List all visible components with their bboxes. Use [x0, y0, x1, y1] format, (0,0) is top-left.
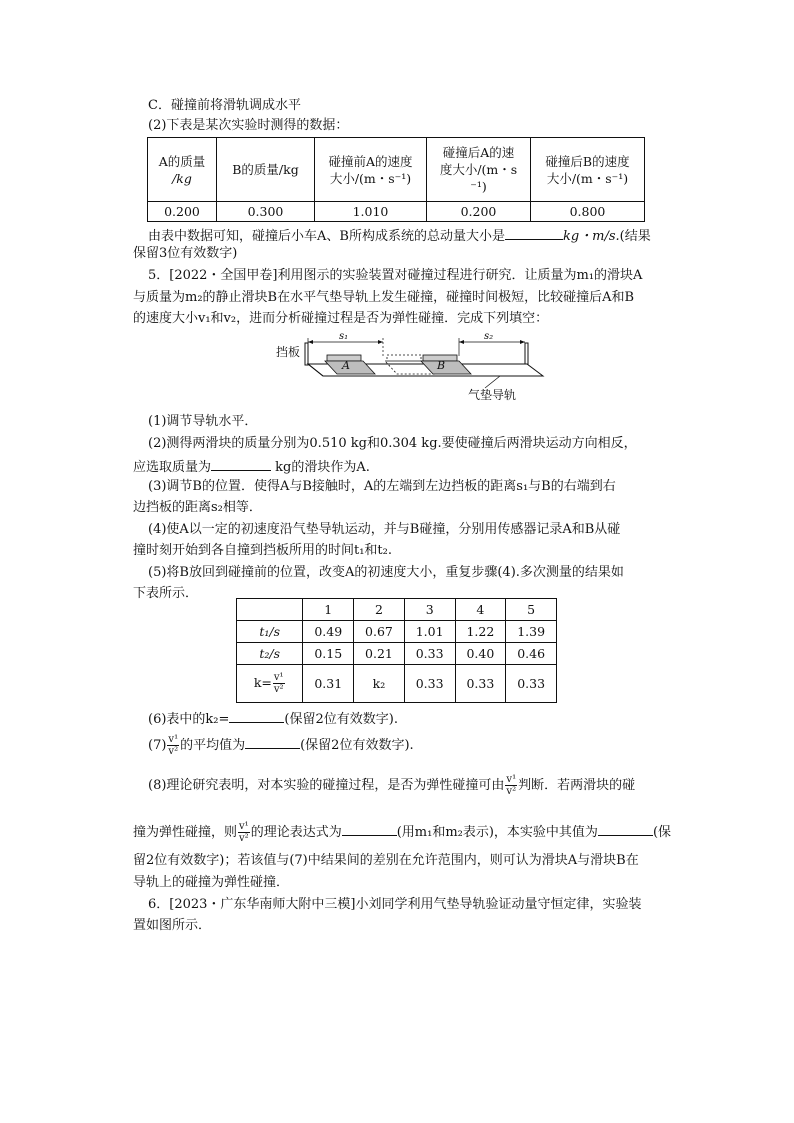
q4-conclusion-cont: 保留3位有效数字) [133, 246, 238, 261]
cell: 0.21 [354, 643, 405, 665]
table-row [237, 643, 557, 665]
th-3: 3 [404, 599, 455, 621]
label-s1: s₁ [339, 331, 349, 342]
th-vb-after: 碰撞后B的速度 大小/(m・s⁻¹) [531, 138, 645, 202]
answer-blank[interactable] [342, 821, 397, 836]
q5-step3b: 边挡板的距离s₂相等． [133, 500, 262, 515]
q5-line1: 5．[2022・全国甲卷]利用图示的实验装置对碰撞过程进行研究．让质量为m₁的滑块A [148, 268, 643, 283]
cell: 0.49 [303, 621, 354, 643]
cell-va-before: 1.010 [315, 202, 427, 222]
th-mass-a: A的质量 /kg [148, 138, 217, 202]
q4-part2-intro: (2)下表是某次实验时测得的数据： [148, 118, 349, 133]
th-4: 4 [455, 599, 506, 621]
q5-step5a: (5)将B放回到碰撞前的位置，改变A的初速度大小，重复步骤(4).多次测量的结果如 [148, 565, 624, 580]
cell: 0.33 [404, 643, 455, 665]
label-baffle: 挡板 [276, 345, 301, 359]
th-va-after: 碰撞后A的速 度大小/(m・s ⁻¹) [427, 138, 531, 202]
q5-line2: 与质量为m₂的静止滑块B在水平气垫导轨上发生碰撞，碰撞时间极短，比较碰撞后A和B [133, 290, 635, 305]
q5-line3: 的速度大小v₁和v₂，进而分析碰撞过程是否为弹性碰撞．完成下列填空： [133, 311, 549, 326]
th-2: 2 [354, 599, 405, 621]
q4-conclusion: 由表中数据可知，碰撞后小车A、B所构成系统的总动量大小是 kg・m/s.(结果 [148, 225, 651, 246]
q5-step8b: 撞为弹性碰撞，则 $\frac{\text{v¹}}{\text{v²}}$ 的理论表达式为 (用m₁和m₂表示)，本实验中其值为 (保 [133, 821, 672, 844]
q6-line2: 置如图所示． [133, 918, 212, 933]
q5-step4b: 撞时刻开始到各自撞到挡板所用的时间t₁和t₂. [133, 543, 393, 558]
q4-data-table [147, 137, 645, 222]
q5-data-table [236, 598, 557, 703]
row-k-label: k= $\frac{\text{v¹}}{\text{v²}}$ [237, 665, 303, 703]
cell: 1.01 [404, 621, 455, 643]
cell: 1.22 [455, 621, 506, 643]
cell-mass-a: 0.200 [148, 202, 217, 222]
table-row [237, 621, 557, 643]
th-1: 1 [303, 599, 354, 621]
row-t1-label: t₁/s [237, 621, 303, 643]
cell: 0.40 [455, 643, 506, 665]
q5-step7: (7) $\frac{\text{v¹}}{\text{v²}}$ 的平均值为 (保留2位有效数字). [148, 734, 414, 757]
label-b: B [437, 359, 446, 372]
th-va-before: 碰撞前A的速度 大小/(m・s⁻¹) [315, 138, 427, 202]
q5-step2a: (2)测得两滑块的质量分别为0.510 kg和0.304 kg.要使碰撞后两滑块运动方向相反， [148, 436, 637, 451]
cell: 0.33 [506, 665, 557, 703]
answer-blank[interactable] [229, 708, 284, 723]
cell: 0.31 [303, 665, 354, 703]
cell: k₂ [354, 665, 405, 703]
answer-blank[interactable] [211, 456, 271, 471]
cell: 0.33 [455, 665, 506, 703]
cell: 0.15 [303, 643, 354, 665]
th-mass-b: B的质量/kg [217, 138, 315, 202]
q5-step1: (1)调节导轨水平． [148, 414, 258, 429]
q5-step8c: 留2位有效数字)；若该值与(7)中结果间的差别在允许范围内，则可认为滑块A与滑块B在 [133, 853, 639, 868]
answer-blank[interactable] [245, 734, 300, 749]
q5-step8a: (8)理论研究表明，对本实验的碰撞过程，是否为弹性碰撞可由 $\frac{\text{v¹}}{\text{v²}}$ 判断．若两滑块的碰 [148, 774, 636, 797]
cell: 0.33 [404, 665, 455, 703]
q5-step5b: 下表所示． [133, 586, 199, 601]
q5-step2b: 应选取质量为 kg的滑块作为A. [133, 456, 370, 477]
th-5: 5 [506, 599, 557, 621]
cell-vb-after: 0.800 [531, 202, 645, 222]
cell: 1.39 [506, 621, 557, 643]
cell: 0.67 [354, 621, 405, 643]
q5-step3a: (3)调节B的位置．使得A与B接触时，A的左端到左边挡板的距离s₁与B的右端到右 [148, 479, 616, 494]
option-c: C．碰撞前将滑轨调成水平 [148, 98, 301, 113]
row-t2-label: t₂/s [237, 643, 303, 665]
th-blank [237, 599, 303, 621]
cell: 0.46 [506, 643, 557, 665]
right-baffle [525, 343, 528, 365]
q5-step4a: (4)使A以一定的初速度沿气垫导轨运动，并与B碰撞，分别用传感器记录A和B从碰 [148, 522, 621, 537]
table-row [237, 665, 557, 703]
label-s2: s₂ [484, 331, 494, 342]
left-baffle [305, 343, 308, 365]
cell-mass-b: 0.300 [217, 202, 315, 222]
label-air-track: 气垫导轨 [468, 388, 517, 402]
cell-va-after: 0.200 [427, 202, 531, 222]
label-a: A [342, 359, 350, 372]
q6-line1: 6．[2023・广东华南师大附中三模]小刘同学利用气垫导轨验证动量守恒定律，实验装 [148, 897, 642, 912]
q5-step6: (6)表中的k₂= (保留2位有效数字). [148, 708, 398, 729]
q5-step8d: 导轨上的碰撞为弹性碰撞． [133, 875, 290, 890]
answer-blank[interactable] [505, 225, 563, 240]
answer-blank[interactable] [598, 821, 653, 836]
